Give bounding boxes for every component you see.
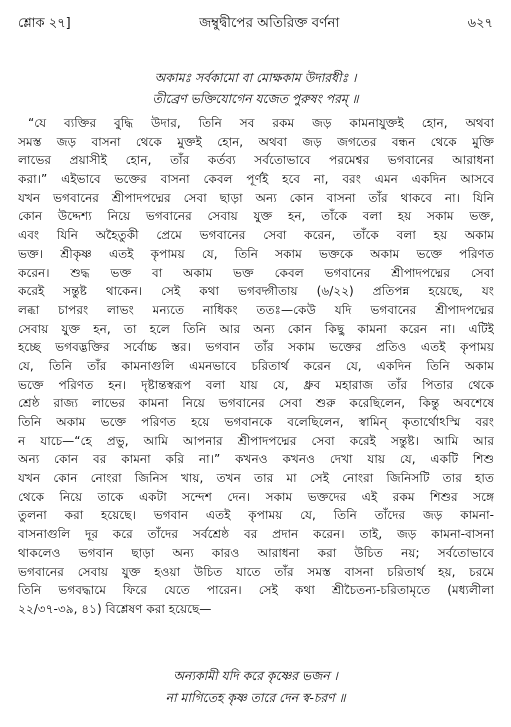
paragraph-line: তিনি ভগবদ্ধামে ফিরে যেতে পারেন। সেই কথা শ্রীচৈতন্য-চরিতামৃতে (মধ্যলীলা — [18, 583, 494, 598]
purport-paragraph — [18, 114, 494, 619]
paragraph-line: করা।” এইভাবে ভক্তের বাসনা কেবল পূর্ণই হবে না, বরং এমন একদিন আসবে — [18, 172, 494, 187]
paragraph-line: বাসনাগুলি দূর করে তাঁদের সর্বশ্রেষ্ঠ বর প্রদান করেন। তাই, জড় কামনা-বাসনা — [18, 527, 494, 542]
closing-verse-line-2: না মাগিতেহ কৃষ্ণ তারে দেন স্ব-চরণ ॥ — [165, 690, 346, 705]
closing-verse-line-1: অন্যকামী যদি করে কৃষ্ণের ভজন । — [173, 668, 338, 683]
paragraph-line: এবং যিনি অহৈতুকী প্রেমে ভগবানের সেবা করেন, তাঁকে বলা হয় অকাম — [18, 228, 494, 243]
paragraph-line: থেকে নিয়ে তাকে একটা সন্দেশ দেন। সকাম ভক্তদের এই রকম শিশুর সঙ্গে — [18, 489, 494, 504]
page-number: ৬২৭ — [467, 16, 493, 31]
paragraph-line: তুলনা করা হয়েছে। ভগবান এতই কৃপাময় যে, তিনি তাঁদের জড় কামনা- — [18, 508, 494, 523]
paragraph-line: ভক্ত। শ্রীকৃষ্ণ এতই কৃপাময় যে, তিনি সকাম ভক্তকে অকাম ভক্তে পরিণত — [18, 246, 494, 261]
paragraph-line: কোন উদ্দেশ্য নিয়ে ভগবানের সেবায় যুক্ত হন, তাঁকে বলা হয় সকাম ভক্ত, — [18, 209, 494, 224]
paragraph-line: করেন। শুদ্ধ ভক্ত বা অকাম ভক্ত কেবল ভগবানের শ্রীপাদপদ্মের সেবা — [18, 265, 494, 280]
paragraph-line: লব্ধা চাপরং লাভং মন্যতে নাধিকং ততঃ—কেউ যদি ভগবানের শ্রীপাদপদ্মের — [18, 302, 494, 317]
paragraph-line: শ্রেষ্ঠ রাজ্য লাভের কামনা নিয়ে ভগবানের সেবা শুরু করেছিলেন, কিন্তু অবশেষে — [18, 396, 494, 411]
paragraph-line: যে, তিনি তাঁর কামনাগুলি এমনভাবে চরিতার্থ করেন যে, একদিন তিনি অকাম — [18, 358, 494, 373]
paragraph-line: সেবায় যুক্ত হন, তা হলে তিনি আর অন্য কোন কিছু কামনা করেন না। এটিই — [18, 321, 494, 336]
paragraph-line: করেই সন্তুষ্ট থাকেন। সেই কথা ভগবদ্গীতায় (৬/২২) প্রতিপন্ন হয়েছে, যং — [18, 284, 494, 299]
running-title: জম্বুদ্বীপের অতিরিক্ত বর্ণনা — [199, 15, 340, 31]
paragraph-line: ন যাচে—“হে প্রভু, আমি আপনার শ্রীপাদপদ্মের সেবা করেই সন্তুষ্ট। আমি আর — [18, 433, 494, 448]
chapter-verse-ref: শ্লোক ২৭] — [18, 16, 71, 31]
paragraph-line: যখন ভগবানের শ্রীপাদপদ্মের সেবা ছাড়া অন্য কোন বাসনা তাঁর থাকবে না। যিনি — [18, 190, 494, 205]
paragraph-line: হচ্ছে ভগবদ্ভক্তির সর্বোচ্চ স্তর। ভগবান তাঁর সকাম ভক্তের প্রতিও এতই কৃপাময় — [18, 340, 494, 355]
paragraph-line: “যে ব্যক্তির বুদ্ধি উদার, তিনি সব রকম জড় কামনাযুক্তই হোন, অথবা — [28, 116, 494, 130]
opening-verse-line-2: তীব্রেণ ভক্তিযোগেন যজেত পুরুষং পরম্‌ ॥ — [152, 91, 359, 106]
paragraph-line: যখন কোন নোংরা জিনিস খায়, তখন তার মা সেই নোংরা জিনিসটি তার হাত — [18, 471, 494, 486]
paragraph-line: ২২/৩৭-৩৯, ৪১) বিশ্লেষণ করা হয়েছে— — [18, 601, 212, 616]
paragraph-line: ভক্তে পরিণত হন। দৃষ্টান্তস্বরূপ বলা যায় যে, ধ্রুব মহারাজ তাঁর পিতার থেকে — [18, 377, 494, 392]
opening-verse-line-1: অকামঃ সর্বকামো বা মোক্ষকাম উদারধীঃ । — [154, 70, 357, 85]
paragraph-line: তিনি অকাম ভক্তে পরিণত হয়ে ভগবানকে বলেছিলেন, স্বামিন্ কৃতার্থোঽস্মি বরং — [18, 415, 494, 429]
paragraph-line: ভগবানের সেবায় যুক্ত হওয়া উচিত যাতে তাঁর সমস্ত বাসনা চরিতার্থ হয়, চরমে — [18, 564, 494, 579]
paragraph-line: থাকলেও ভগবান ছাড়া অন্য কারও আরাধনা করা উচিত নয়; সর্বতোভাবে — [18, 545, 494, 560]
paragraph-line: অন্য কোন বর কামনা করি না।” কখনও কখনও দেখা যায় যে, একটি শিশু — [18, 452, 494, 467]
page-header — [18, 12, 493, 32]
paragraph-line: সমস্ত জড় বাসনা থেকে মুক্তই হোন, অথবা জড় জগতের বন্ধন থেকে মুক্তি — [18, 134, 494, 149]
paragraph-line: লাভের প্রয়াসীই হোন, তাঁর কর্তব্য সর্বতোভাবে পরমেশ্বর ভগবানের আরাধনা — [18, 153, 494, 168]
